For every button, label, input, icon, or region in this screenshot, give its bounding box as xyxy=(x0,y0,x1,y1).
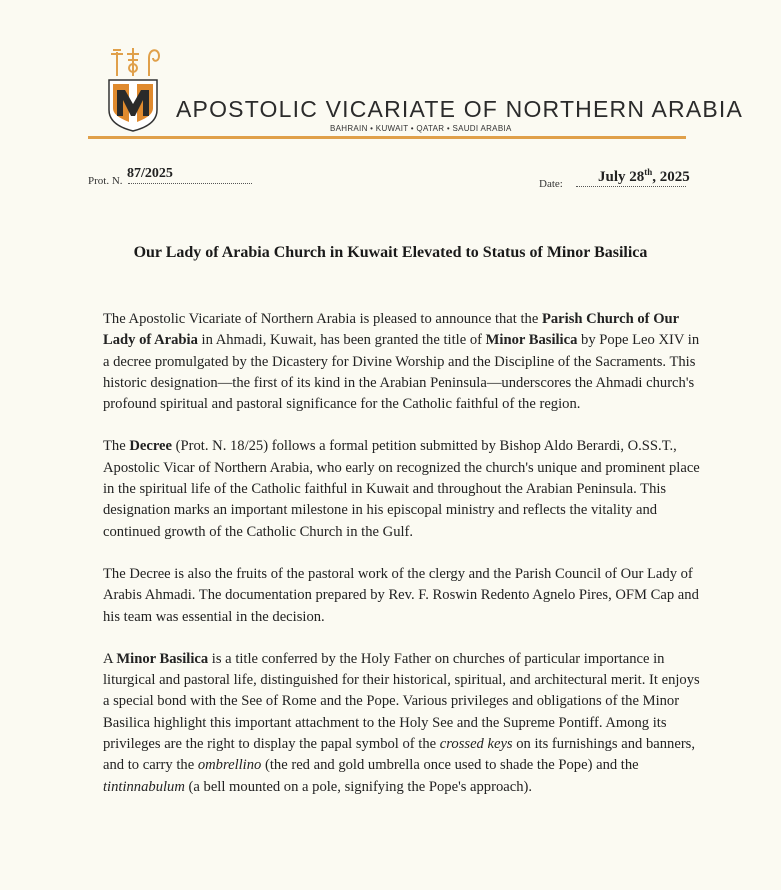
vicariate-coat-of-arms-icon xyxy=(103,42,163,132)
paragraph-text: (the red and gold umbrella once used to shade the Pope) and the xyxy=(261,757,639,774)
prot-number: 87/2025 xyxy=(127,166,173,181)
paragraph-text: (a bell mounted on a pole, signifying the Pope's approach). xyxy=(184,778,533,795)
organization-countries: BAHRAIN • KUWAIT • QATAR • SAUDI ARABIA xyxy=(330,124,512,133)
letterhead-divider xyxy=(88,136,686,139)
date-label: Date: xyxy=(539,178,563,190)
document-date: July 28th, 2025 xyxy=(598,167,690,185)
body-paragraph xyxy=(103,564,703,628)
document-title: Our Lady of Arabia Church in Kuwait Elevated to Status of Minor Basilica xyxy=(133,244,648,261)
emphasis-bold: Minor Basilica xyxy=(116,650,209,667)
body-paragraph xyxy=(103,649,703,798)
paragraph-text: The Apostolic Vicariate of Northern Arabia is pleased to announce that the xyxy=(103,311,542,327)
body-paragraph xyxy=(103,309,703,415)
emphasis-bold: Minor Basilica xyxy=(485,332,578,349)
organization-name: APOSTOLIC VICARIATE OF NORTHERN ARABIA xyxy=(176,96,744,122)
emphasis-bold: Parish Church of Our Lady of Arabia xyxy=(103,311,679,349)
paragraph-text: The Decree is also the fruits of the pastoral work of the clergy and the Parish Council of Our Lady of Arabis Ahmadi. The documentation prepared by Rev. F. Roswin Redento Agnelo Pires, OFM Cap and his team was essential in the decision. xyxy=(103,565,699,625)
paragraph-text: by Pope Leo XIV in a decree promulgated by the Dicastery for Divine Worship and the Discipline of the Sacraments. This historic designation—the first of its kind in the Arabian Peninsula—underscores the Ahmadi church's profound spiritual and pastoral significance for the Catholic faithful of the region. xyxy=(103,332,700,413)
prot-dotted-line xyxy=(128,183,252,184)
paragraph-text: The xyxy=(103,438,130,455)
paragraph-text: A xyxy=(103,650,117,667)
paragraph-text: on its furnishings and banners, and to carry the xyxy=(103,736,696,774)
emphasis-italic: tintinnabulum xyxy=(103,778,185,795)
paragraph-text: is a title conferred by the Holy Father on churches of particular importance in liturgical and pastoral life, distinguished for their historical, spiritual, and architectural merit. It enjoys a special bond with the See of Rome and the Pope. Various privileges and obligations of the Minor Basilica highlight this important attachment to the Holy See and the Supreme Pontiff. Among its privileges are the right to display the papal symbol of the xyxy=(103,650,700,753)
paragraph-text: (Prot. N. 18/25) follows a formal petition submitted by Bishop Aldo Berardi, O.SS.T., Apostolic Vicar of Northern Arabia, who early on recognized the church's unique and prominent place in the spiritual life of the Catholic faithful in Kuwait and throughout the Arabian Peninsula. This designation marks an important milestone in his episcopal ministry and reflects the vitality and continued growth of the Catholic Church in the Gulf. xyxy=(103,438,700,540)
body-paragraph xyxy=(103,436,703,542)
document-body xyxy=(103,309,703,819)
emphasis-bold: Decree xyxy=(129,438,173,455)
emphasis-italic: crossed keys xyxy=(439,736,513,753)
date-dotted-line xyxy=(576,186,686,187)
emphasis-italic: ombrellino xyxy=(197,757,262,774)
prot-label: Prot. N. xyxy=(88,175,123,187)
paragraph-text: in Ahmadi, Kuwait, has been granted the title of xyxy=(197,332,486,349)
